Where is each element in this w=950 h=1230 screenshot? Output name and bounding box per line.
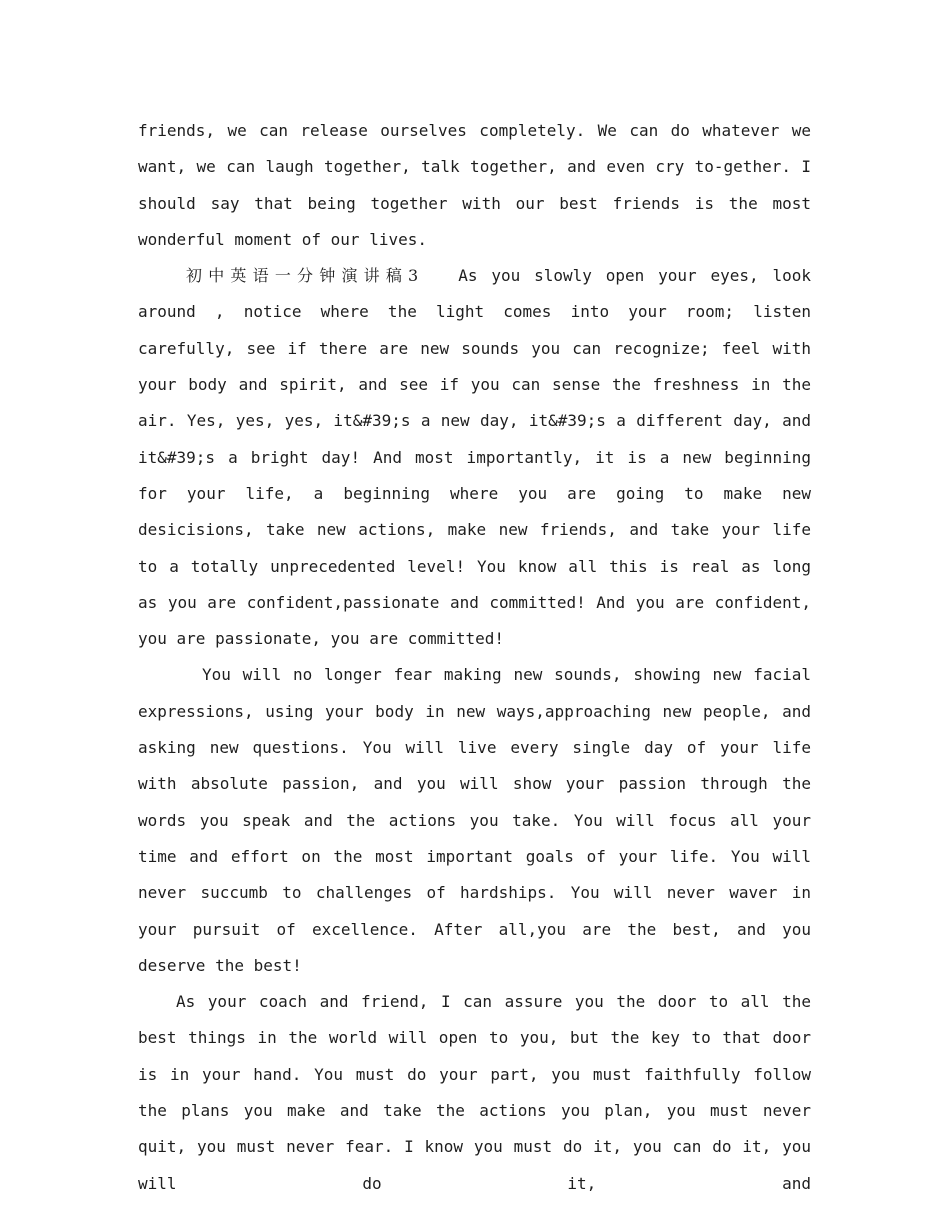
speech-heading: 初中英语一分钟演讲稿3 [186,266,421,286]
paragraph-text: friends, we can release ourselves completely. We can do whatever we want, we can laugh together, talk together, and even cry to-gether. I should say that being together with our best friends is the most wonderful moment of our lives. [138,121,811,249]
paragraph-friends [138,113,811,258]
paragraph-no-fear [138,657,811,984]
paragraph-text: You will no longer fear making new sounds, showing new facial expressions, using your body in new ways,approaching new people, and asking new questions. You will live every single day of your life with absolute passion, and you will show your passion through the words you speak and the actions you take. You will focus all your time and effort on the most important goals of your life. You will never succumb to challenges of hardships. You will never waver in your pursuit of excellence. After all,you are the best, and you deserve the best! [138,665,811,975]
paragraph-coach [138,984,811,1202]
paragraph-text: As your coach and friend, I can assure you the door to all the best things in the world will open to you, but the key to that door is in your hand. You must do your part, you must faithfully follow the plans you make and take the actions you plan, you must never quit, you must never fear. I know you must do it, you can do it, you will do it, and [138,992,811,1193]
paragraph-speech-3 [138,258,811,657]
document-body [138,113,811,1202]
paragraph-text: As you slowly open your eyes, look around , notice where the light comes into your room; listen carefully, see if there are new sounds you can recognize; feel with your body and spirit, and see if you can sense the freshness in the air. Yes, yes, yes, it&#39;s a new day, it&#39;s a different day, and it&#39;s a bright day! And most importantly, it is a new beginning for your life, a beginning where you are going to make new desicisions, take new actions, make new friends, and take your life to a totally unprecedented level! You know all this is real as long as you are confident,passionate and committed! And you are confident, you are passionate, you are committed! [138,266,812,649]
